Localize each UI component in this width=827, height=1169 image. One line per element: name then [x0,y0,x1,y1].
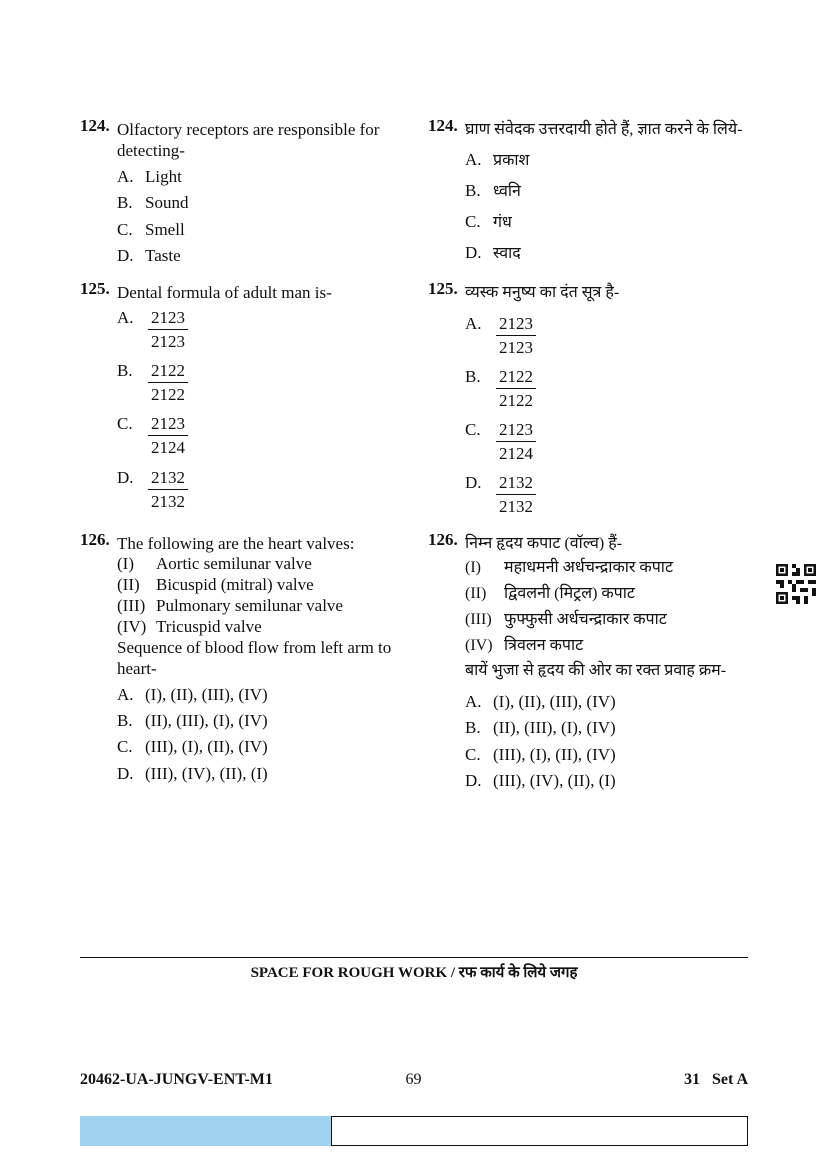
statement-3: (III) फुफ्फुसी अर्धचन्द्राकार कपाट [465,611,667,628]
option-d: D. [465,473,482,492]
option-a: A. (I), (II), (III), (IV) [465,692,616,711]
option-d: D. स्वाद [465,243,521,262]
question-text: Dental formula of adult man is- [117,283,332,302]
option-b: B. [117,361,133,380]
option-d: D. Taste [117,246,181,265]
question-number: 126. [80,530,110,549]
option-c: C. गंध [465,212,512,231]
option-d: D. (III), (IV), (II), (I) [465,771,616,790]
page-number: 69 [405,1071,422,1088]
option-a: A. [465,314,482,333]
footer-color-bar [80,1116,331,1146]
question-text: व्यस्क मनुष्य का दंत सूत्र है- [465,284,620,301]
rough-work-divider [80,957,748,958]
rough-work-label: SPACE FOR ROUGH WORK / रफ कार्य के लिये जगह [250,965,578,981]
option-b: B. (II), (III), (I), (IV) [117,711,268,730]
option-d: D. [117,468,134,487]
dental-formula-a: $\frac{2123}{2123}$ [148,307,188,353]
statement-1: (I) Aortic semilunar valve [117,554,312,573]
statement-4: (IV) त्रिवलन कपाट [465,637,584,654]
question-number: 124. [80,116,110,135]
dental-formula-d: $\frac{2132}{2132}$ [496,472,536,518]
statement-2: (II) Bicuspid (mitral) valve [117,575,314,594]
question-text: निम्न हृदय कपाट (वॉल्व) हैं- [465,535,623,552]
dental-formula-d: $\frac{2132}{2132}$ [148,467,188,513]
dental-formula-c: $\frac{2123}{2124}$ [148,413,188,459]
series-number: 31 [684,1071,700,1088]
question-text: Olfactory receptors are responsible for detecting- [117,120,380,160]
set-label: Set A [712,1071,748,1088]
dental-formula-b: $\frac{2122}{2122}$ [496,366,536,412]
question-text: घ्राण संवेदक उत्तरदायी होते हैं, ज्ञात करने के लिये- [465,121,743,138]
question-number: 124. [428,116,458,135]
option-a: A. Light [117,167,182,186]
question-number: 125. [80,279,110,298]
option-c: C. Smell [117,220,185,239]
question-instruction: Sequence of blood flow from left arm to heart- [117,638,392,678]
option-b: B. [465,367,481,386]
dental-formula-b: $\frac{2122}{2122}$ [148,360,188,406]
option-a: A. प्रकाश [465,150,530,169]
dental-formula-c: $\frac{2123}{2124}$ [496,419,536,465]
option-c: C. [465,420,481,439]
footer-empty-box [331,1116,748,1146]
statement-2: (II) द्विवलनी (मिट्रल) कपाट [465,585,635,602]
statement-4: (IV) Tricuspid valve [117,617,262,636]
option-d: D. (III), (IV), (II), (I) [117,764,268,783]
option-c: C. (III), (I), (II), (IV) [465,745,616,764]
series-set [684,1071,748,1089]
question-instruction: बायें भुजा से हृदय की ओर का रक्त प्रवाह क्रम- [465,662,727,679]
statement-3: (III) Pulmonary semilunar valve [117,596,343,615]
option-b: B. Sound [117,193,189,212]
question-number: 126. [428,530,458,549]
question-text: The following are the heart valves: [117,534,355,553]
option-c: C. [117,414,133,433]
dental-formula-a: $\frac{2123}{2123}$ [496,313,536,359]
option-c: C. (III), (I), (II), (IV) [117,737,268,756]
statement-1: (I) महाधमनी अर्धचन्द्राकार कपाट [465,559,674,576]
option-a: A. (I), (II), (III), (IV) [117,685,268,704]
option-b: B. (II), (III), (I), (IV) [465,718,616,737]
paper-code: 20462-UA-JUNGV-ENT-M1 [80,1071,273,1088]
option-b: B. ध्वनि [465,181,521,200]
qr-code-icon [776,564,816,604]
option-a: A. [117,308,134,327]
question-number: 125. [428,279,458,298]
